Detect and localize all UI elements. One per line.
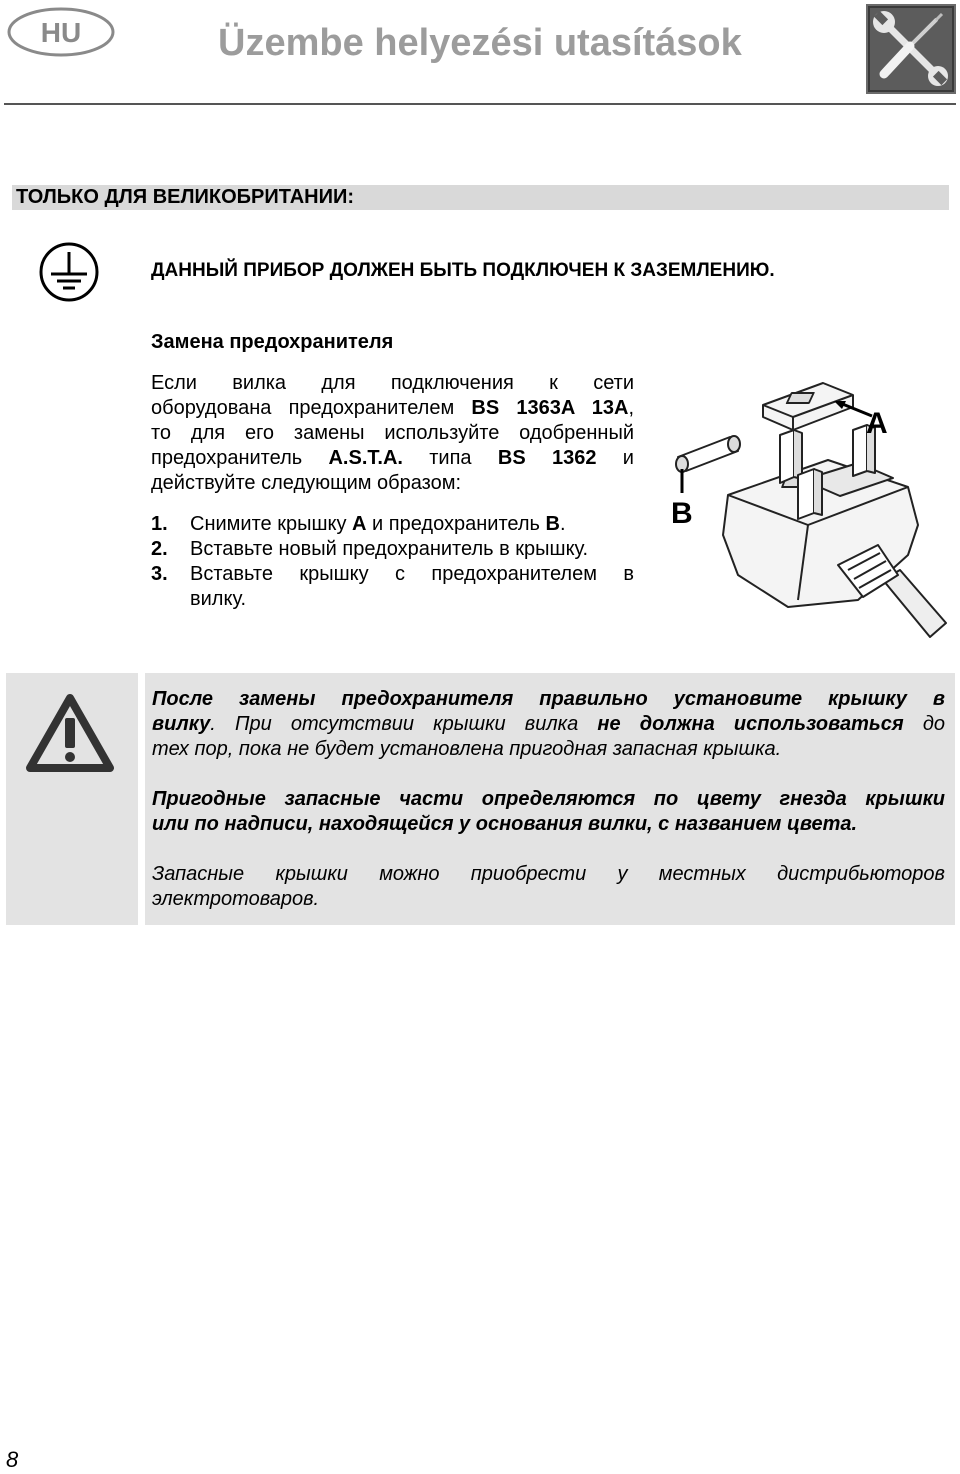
fuse-approval: A.S.T.A. <box>328 447 403 469</box>
language-code: HU <box>40 17 82 48</box>
warning-p3-line-2: электротоваров. <box>152 888 320 910</box>
fuse-type: BS 1362 <box>497 447 597 469</box>
header-divider <box>4 103 956 105</box>
language-badge <box>6 6 116 58</box>
page-title: Üzembe helyezési utasítások <box>218 22 742 64</box>
uk-only-label: ТОЛЬКО ДЛЯ ВЕЛИКОБРИТАНИИ: <box>16 186 355 208</box>
label-b: B <box>671 497 693 530</box>
warning-p2-line-1: Пригодные запасные части определяются по цвету гнезда крышки <box>152 788 945 810</box>
warning-triangle-icon <box>24 692 116 776</box>
intro-line-1: Если вилка для подключения к сети <box>151 372 634 394</box>
intro-line-4: предохранитель A.S.T.A. типа BS 1362 и <box>151 447 634 469</box>
intro-line-2: оборудована предохранителем BS 1363A 13A, <box>151 397 635 419</box>
earth-notice: ДАННЫЙ ПРИБОР ДОЛЖЕН БЫТЬ ПОДКЛЮЧЕН К ЗАЗЕМЛЕНИЮ. <box>151 260 775 281</box>
label-a: A <box>866 407 888 440</box>
step-3: 3. Вставьте крышку с предохранителем в вилку. <box>151 563 634 610</box>
warning-p3-line-1: Запасные крышки можно приобрести у местных дистрибьюторов <box>152 863 945 885</box>
fuse-standard: BS 1363A 13A <box>471 397 629 419</box>
warning-p1-line-3: тех пор, пока не будет установлена пригодная запасная крышка. <box>152 738 782 760</box>
intro-line-5: действуйте следующим образом: <box>151 472 462 494</box>
warning-p1-line-1: После замены предохранителя правильно установите крышку в <box>152 688 945 710</box>
warning-p2-line-2: или по надписи, находящейся у основания вилки, с названием цвета. <box>152 813 858 835</box>
step-1: 1. Снимите крышку A и предохранитель B. <box>151 513 566 535</box>
wrench-screwdriver-icon <box>866 4 956 94</box>
earth-ground-icon <box>37 240 101 304</box>
plug-fuse-diagram <box>668 375 948 643</box>
step-2: 2. Вставьте новый предохранитель в крышку. <box>151 538 589 560</box>
intro-line-3: то для его замены используйте одобренный <box>151 422 634 444</box>
fuse-heading: Замена предохранителя <box>151 331 394 353</box>
warning-p1-line-2: вилку. При отсутствии крышки вилка не должна использоваться до <box>152 713 945 735</box>
page-number: 8 <box>6 1447 19 1472</box>
